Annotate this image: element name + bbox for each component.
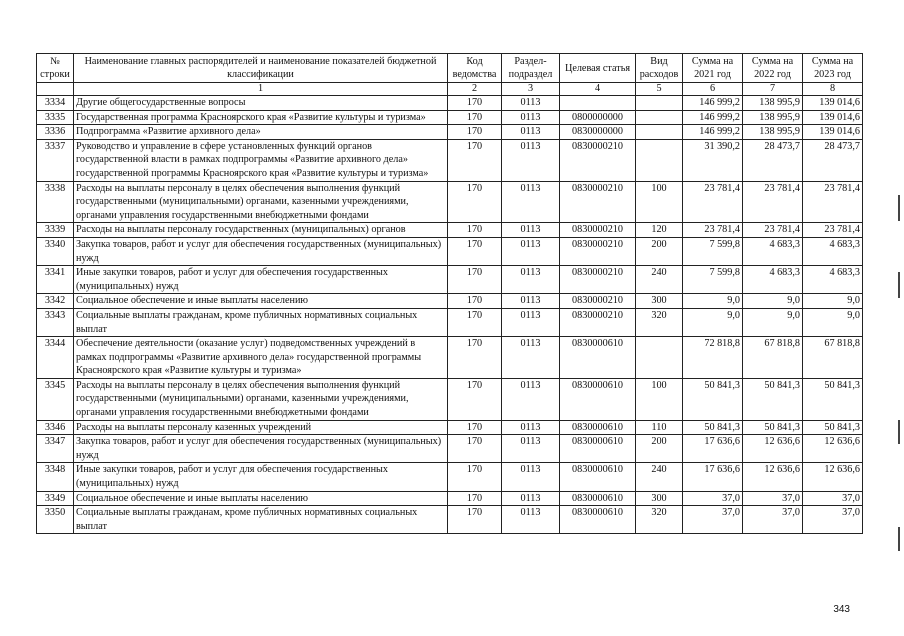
header-name: Наименование главных распорядителей и наименование показателей бюджетной классификации [74,54,448,83]
row-sum-2023: 9,0 [803,308,863,336]
table-row [37,308,863,336]
row-department-code: 170 [448,223,502,238]
row-sum-2023: 12 636,6 [803,435,863,463]
row-target-item: 0830000610 [560,506,636,534]
row-sum-2022: 37,0 [743,491,803,506]
row-department-code: 170 [448,491,502,506]
scan-edge-mark [898,195,900,221]
row-sum-2022: 37,0 [743,506,803,534]
row-sum-2022: 28 473,7 [743,139,803,181]
page-number: 343 [833,604,850,615]
row-name: Расходы на выплаты персоналу в целях обеспечения выполнения функций государственными (муниципальными) органами, казенными учреждениями, органами управления государственными внебюджетными фондами [74,181,448,223]
row-target-item: 0830000610 [560,378,636,420]
row-sum-2021: 17 636,6 [683,435,743,463]
row-expense-type: 240 [636,266,683,294]
column-number: 7 [743,83,803,96]
row-department-code: 170 [448,125,502,140]
row-section: 0113 [502,337,560,379]
table-row [37,378,863,420]
row-number: 3342 [37,294,74,309]
row-sum-2023: 9,0 [803,294,863,309]
row-section: 0113 [502,96,560,111]
row-target-item: 0830000210 [560,139,636,181]
row-sum-2022: 138 995,9 [743,110,803,125]
row-section: 0113 [502,125,560,140]
row-expense-type [636,337,683,379]
row-name: Расходы на выплаты персоналу государственных (муниципальных) органов [74,223,448,238]
header-sum-2023: Сумма на 2023 год [803,54,863,83]
row-section: 0113 [502,139,560,181]
row-department-code: 170 [448,266,502,294]
row-expense-type: 320 [636,308,683,336]
row-sum-2021: 146 999,2 [683,110,743,125]
row-target-item: 0830000210 [560,181,636,223]
row-number: 3349 [37,491,74,506]
row-target-item: 0830000210 [560,308,636,336]
header-row-number: № строки [37,54,74,83]
row-sum-2023: 37,0 [803,491,863,506]
row-sum-2022: 12 636,6 [743,435,803,463]
row-sum-2021: 23 781,4 [683,223,743,238]
table-row [37,125,863,140]
row-sum-2021: 23 781,4 [683,181,743,223]
row-sum-2021: 146 999,2 [683,125,743,140]
row-number: 3350 [37,506,74,534]
row-sum-2021: 9,0 [683,294,743,309]
row-name: Социальные выплаты гражданам, кроме публичных нормативных социальных выплат [74,308,448,336]
row-section: 0113 [502,308,560,336]
scan-edge-mark [898,272,900,298]
row-target-item: 0800000000 [560,110,636,125]
row-department-code: 170 [448,308,502,336]
row-section: 0113 [502,294,560,309]
column-number: 2 [448,83,502,96]
row-department-code: 170 [448,96,502,111]
header-expense-type: Вид расходов [636,54,683,83]
row-section: 0113 [502,491,560,506]
row-sum-2023: 139 014,6 [803,125,863,140]
column-number [37,83,74,96]
row-department-code: 170 [448,337,502,379]
row-sum-2022: 138 995,9 [743,96,803,111]
row-sum-2022: 9,0 [743,294,803,309]
row-target-item: 0830000210 [560,294,636,309]
row-sum-2022: 138 995,9 [743,125,803,140]
row-name: Другие общегосударственные вопросы [74,96,448,111]
row-sum-2023: 139 014,6 [803,110,863,125]
row-target-item: 0830000210 [560,266,636,294]
row-department-code: 170 [448,237,502,265]
table-row [37,237,863,265]
budget-table [36,53,863,534]
row-name: Государственная программа Красноярского края «Развитие культуры и туризма» [74,110,448,125]
row-sum-2021: 50 841,3 [683,420,743,435]
table-row [37,463,863,491]
row-expense-type: 300 [636,491,683,506]
row-number: 3343 [37,308,74,336]
row-expense-type: 200 [636,237,683,265]
row-expense-type: 200 [636,435,683,463]
row-expense-type: 300 [636,294,683,309]
table-row [37,266,863,294]
row-sum-2021: 31 390,2 [683,139,743,181]
row-department-code: 170 [448,435,502,463]
row-number: 3346 [37,420,74,435]
row-number: 3341 [37,266,74,294]
row-target-item: 0830000000 [560,125,636,140]
row-sum-2022: 12 636,6 [743,463,803,491]
row-name: Иные закупки товаров, работ и услуг для обеспечения государственных (муниципальных) нужд [74,463,448,491]
row-section: 0113 [502,378,560,420]
column-number: 5 [636,83,683,96]
scan-edge-mark [898,527,900,551]
row-section: 0113 [502,181,560,223]
row-sum-2022: 67 818,8 [743,337,803,379]
column-number-row [37,83,863,96]
row-number: 3345 [37,378,74,420]
table-row [37,337,863,379]
row-sum-2021: 37,0 [683,491,743,506]
row-sum-2023: 12 636,6 [803,463,863,491]
row-department-code: 170 [448,420,502,435]
row-name: Социальные выплаты гражданам, кроме публичных нормативных социальных выплат [74,506,448,534]
row-expense-type [636,96,683,111]
row-name: Иные закупки товаров, работ и услуг для обеспечения государственных (муниципальных) нужд [74,266,448,294]
row-section: 0113 [502,266,560,294]
column-number: 1 [74,83,448,96]
row-sum-2023: 50 841,3 [803,378,863,420]
table-row [37,435,863,463]
row-section: 0113 [502,223,560,238]
row-sum-2023: 67 818,8 [803,337,863,379]
row-section: 0113 [502,463,560,491]
column-number: 6 [683,83,743,96]
row-department-code: 170 [448,506,502,534]
scan-edge-mark [898,420,900,444]
row-sum-2023: 4 683,3 [803,237,863,265]
row-expense-type [636,139,683,181]
row-sum-2023: 23 781,4 [803,223,863,238]
header-row [37,54,863,83]
table-row [37,181,863,223]
table-row [37,139,863,181]
row-sum-2021: 9,0 [683,308,743,336]
row-target-item: 0830000210 [560,237,636,265]
row-sum-2022: 4 683,3 [743,237,803,265]
row-sum-2021: 7 599,8 [683,266,743,294]
row-number: 3336 [37,125,74,140]
table-row [37,223,863,238]
row-target-item: 0830000610 [560,420,636,435]
row-section: 0113 [502,435,560,463]
row-target-item: 0830000610 [560,463,636,491]
row-sum-2021: 17 636,6 [683,463,743,491]
row-sum-2021: 7 599,8 [683,237,743,265]
row-expense-type [636,125,683,140]
row-number: 3348 [37,463,74,491]
row-expense-type: 320 [636,506,683,534]
row-department-code: 170 [448,139,502,181]
row-name: Подпрограмма «Развитие архивного дела» [74,125,448,140]
row-sum-2022: 50 841,3 [743,378,803,420]
row-department-code: 170 [448,110,502,125]
header-department-code: Код ведомства [448,54,502,83]
row-expense-type [636,110,683,125]
table-row [37,420,863,435]
row-name: Расходы на выплаты персоналу казенных учреждений [74,420,448,435]
row-sum-2022: 50 841,3 [743,420,803,435]
row-sum-2023: 139 014,6 [803,96,863,111]
row-expense-type: 100 [636,181,683,223]
row-sum-2022: 9,0 [743,308,803,336]
row-number: 3338 [37,181,74,223]
table-row [37,96,863,111]
row-sum-2021: 50 841,3 [683,378,743,420]
header-sum-2021: Сумма на 2021 год [683,54,743,83]
row-sum-2022: 4 683,3 [743,266,803,294]
column-number: 4 [560,83,636,96]
row-section: 0113 [502,237,560,265]
table-row [37,294,863,309]
row-sum-2022: 23 781,4 [743,181,803,223]
table-row [37,491,863,506]
row-number: 3334 [37,96,74,111]
row-target-item [560,96,636,111]
table-row [37,506,863,534]
row-sum-2023: 37,0 [803,506,863,534]
row-target-item: 0830000610 [560,435,636,463]
header-target-item: Целевая статья [560,54,636,83]
header-section: Раздел-подраздел [502,54,560,83]
row-sum-2023: 4 683,3 [803,266,863,294]
row-department-code: 170 [448,463,502,491]
row-number: 3347 [37,435,74,463]
row-number: 3344 [37,337,74,379]
row-section: 0113 [502,506,560,534]
row-number: 3335 [37,110,74,125]
row-name: Социальное обеспечение и иные выплаты населению [74,491,448,506]
row-expense-type: 240 [636,463,683,491]
row-target-item: 0830000610 [560,337,636,379]
row-expense-type: 120 [636,223,683,238]
row-name: Социальное обеспечение и иные выплаты населению [74,294,448,309]
row-target-item: 0830000210 [560,223,636,238]
row-name: Руководство и управление в сфере установленных функций органов государственной власти в рамках подпрограммы «Развитие архивного дела» государственной программы Красноярского края «Развитие культуры и туризма» [74,139,448,181]
header-sum-2022: Сумма на 2022 год [743,54,803,83]
row-name: Закупка товаров, работ и услуг для обеспечения государственных (муниципальных) нужд [74,237,448,265]
row-sum-2023: 23 781,4 [803,181,863,223]
row-sum-2022: 23 781,4 [743,223,803,238]
row-sum-2023: 28 473,7 [803,139,863,181]
row-section: 0113 [502,420,560,435]
row-department-code: 170 [448,181,502,223]
row-sum-2021: 72 818,8 [683,337,743,379]
row-department-code: 170 [448,378,502,420]
row-sum-2021: 146 999,2 [683,96,743,111]
row-sum-2023: 50 841,3 [803,420,863,435]
row-number: 3340 [37,237,74,265]
row-department-code: 170 [448,294,502,309]
row-number: 3339 [37,223,74,238]
column-number: 3 [502,83,560,96]
table-row [37,110,863,125]
row-section: 0113 [502,110,560,125]
row-sum-2021: 37,0 [683,506,743,534]
row-name: Обеспечение деятельности (оказание услуг) подведомственных учреждений в рамках подпрограммы «Развитие архивного дела» государственной программы Красноярского края «Развитие культуры и туризма» [74,337,448,379]
row-name: Закупка товаров, работ и услуг для обеспечения государственных (муниципальных) нужд [74,435,448,463]
row-target-item: 0830000610 [560,491,636,506]
row-name: Расходы на выплаты персоналу в целях обеспечения выполнения функций государственными (муниципальными) органами, казенными учреждениями, органами управления государственными внебюджетными фондами [74,378,448,420]
row-expense-type: 110 [636,420,683,435]
row-expense-type: 100 [636,378,683,420]
row-number: 3337 [37,139,74,181]
column-number: 8 [803,83,863,96]
